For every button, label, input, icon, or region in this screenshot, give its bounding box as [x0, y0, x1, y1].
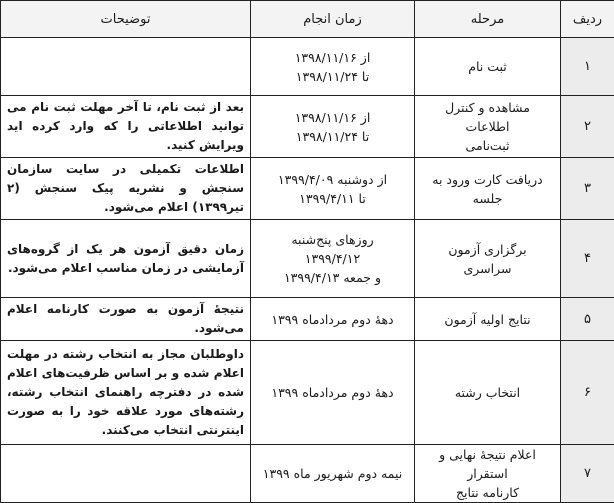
notes-cell — [1, 38, 251, 96]
header-notes: توضیحات — [1, 1, 251, 38]
stage-text: برگزاری آزمون سراسری — [423, 240, 552, 278]
table-row — [1, 298, 614, 341]
stage-cell — [415, 298, 561, 341]
stage-cell — [415, 158, 561, 220]
notes-text: داوطلبان مجاز به انتخاب رشته در مهلت اعلام شده و بر اساس ظرفیت‌های اعلام شده در دفترچه راهنمای انتخاب رشته، رشته‌های مورد علاقه خود را به صورت اینترنتی انتخاب می‌کنند. — [7, 347, 244, 437]
row-number: ۵ — [561, 298, 614, 341]
notes-cell — [1, 220, 251, 298]
header-time: زمان انجام — [251, 1, 415, 38]
row-number: ۷ — [561, 445, 614, 503]
time-cell — [251, 220, 415, 298]
time-cell — [251, 341, 415, 445]
notes-text: زمان دقیق آزمون هر یک از گروه‌های آزمایشی در زمان مناسب اعلام می‌شود. — [7, 242, 244, 275]
table-row — [1, 38, 614, 96]
notes-cell — [1, 341, 251, 445]
table-row — [1, 158, 614, 220]
stage-text: انتخاب رشته — [423, 383, 552, 402]
stage-text: اعلام نتیجهٔ نهایی و استقرار کارنامه نتایج — [423, 445, 552, 502]
table-row — [1, 96, 614, 158]
stage-cell — [415, 445, 561, 503]
table-row — [1, 445, 614, 503]
row-number: ۳ — [561, 158, 614, 220]
table-row — [1, 220, 614, 298]
stage-text: نتایج اولیه آزمون — [423, 310, 552, 329]
time-text: روزهای پنج‌شنبه ۱۳۹۹/۴/۱۲ و جمعه ۱۳۹۹/۴/۱۳ — [255, 230, 410, 287]
notes-text: اطلاعات تکمیلی در سایت سازمان سنجش و نشریه پیک سنجش (۲ تیر۱۳۹۹) اعلام می‌شود. — [7, 162, 244, 214]
notes-cell — [1, 298, 251, 341]
time-text: دههٔ دوم مردادماه ۱۳۹۹ — [255, 383, 410, 402]
row-number: ۱ — [561, 38, 614, 96]
time-text: از ۱۳۹۸/۱۱/۱۶ تا ۱۳۹۸/۱۱/۲۴ — [255, 108, 410, 146]
time-text: از دوشنبه ۱۳۹۹/۴/۰۹ تا ۱۳۹۹/۴/۱۱ — [255, 170, 410, 208]
header-row — [1, 1, 614, 38]
header-row-no: ردیف — [561, 1, 614, 38]
stage-text: مشاهده و کنترل اطلاعات ثبت‌نامی — [423, 98, 552, 155]
time-text: نیمه دوم شهریور ماه ۱۳۹۹ — [255, 464, 410, 483]
time-cell — [251, 158, 415, 220]
time-cell — [251, 445, 415, 503]
time-cell — [251, 38, 415, 96]
time-text: دههٔ دوم مردادماه ۱۳۹۹ — [255, 310, 410, 329]
row-number: ۴ — [561, 220, 614, 298]
notes-cell — [1, 445, 251, 503]
stage-cell — [415, 341, 561, 445]
header-stage: مرحله — [415, 1, 561, 38]
table-row — [1, 341, 614, 445]
time-cell — [251, 298, 415, 341]
notes-text: بعد از ثبت نام، تا آخر مهلت ثبت نام می توانید اطلاعاتی را که وارد کرده اید ویرایش کنید. — [7, 100, 244, 152]
stage-text: دریافت کارت ورود به جلسه — [423, 170, 552, 208]
time-text: از ۱۳۹۸/۱۱/۱۶ تا ۱۳۹۸/۱۱/۲۴ — [255, 48, 410, 86]
stage-cell — [415, 38, 561, 96]
notes-cell — [1, 158, 251, 220]
notes-cell — [1, 96, 251, 158]
stage-text: ثبت نام — [423, 57, 552, 76]
row-number: ۲ — [561, 96, 614, 158]
notes-text: نتیجهٔ آزمون به صورت کارنامه اعلام می‌شود. — [7, 302, 244, 335]
stage-cell — [415, 96, 561, 158]
time-cell — [251, 96, 415, 158]
stage-cell — [415, 220, 561, 298]
row-number: ۶ — [561, 341, 614, 445]
